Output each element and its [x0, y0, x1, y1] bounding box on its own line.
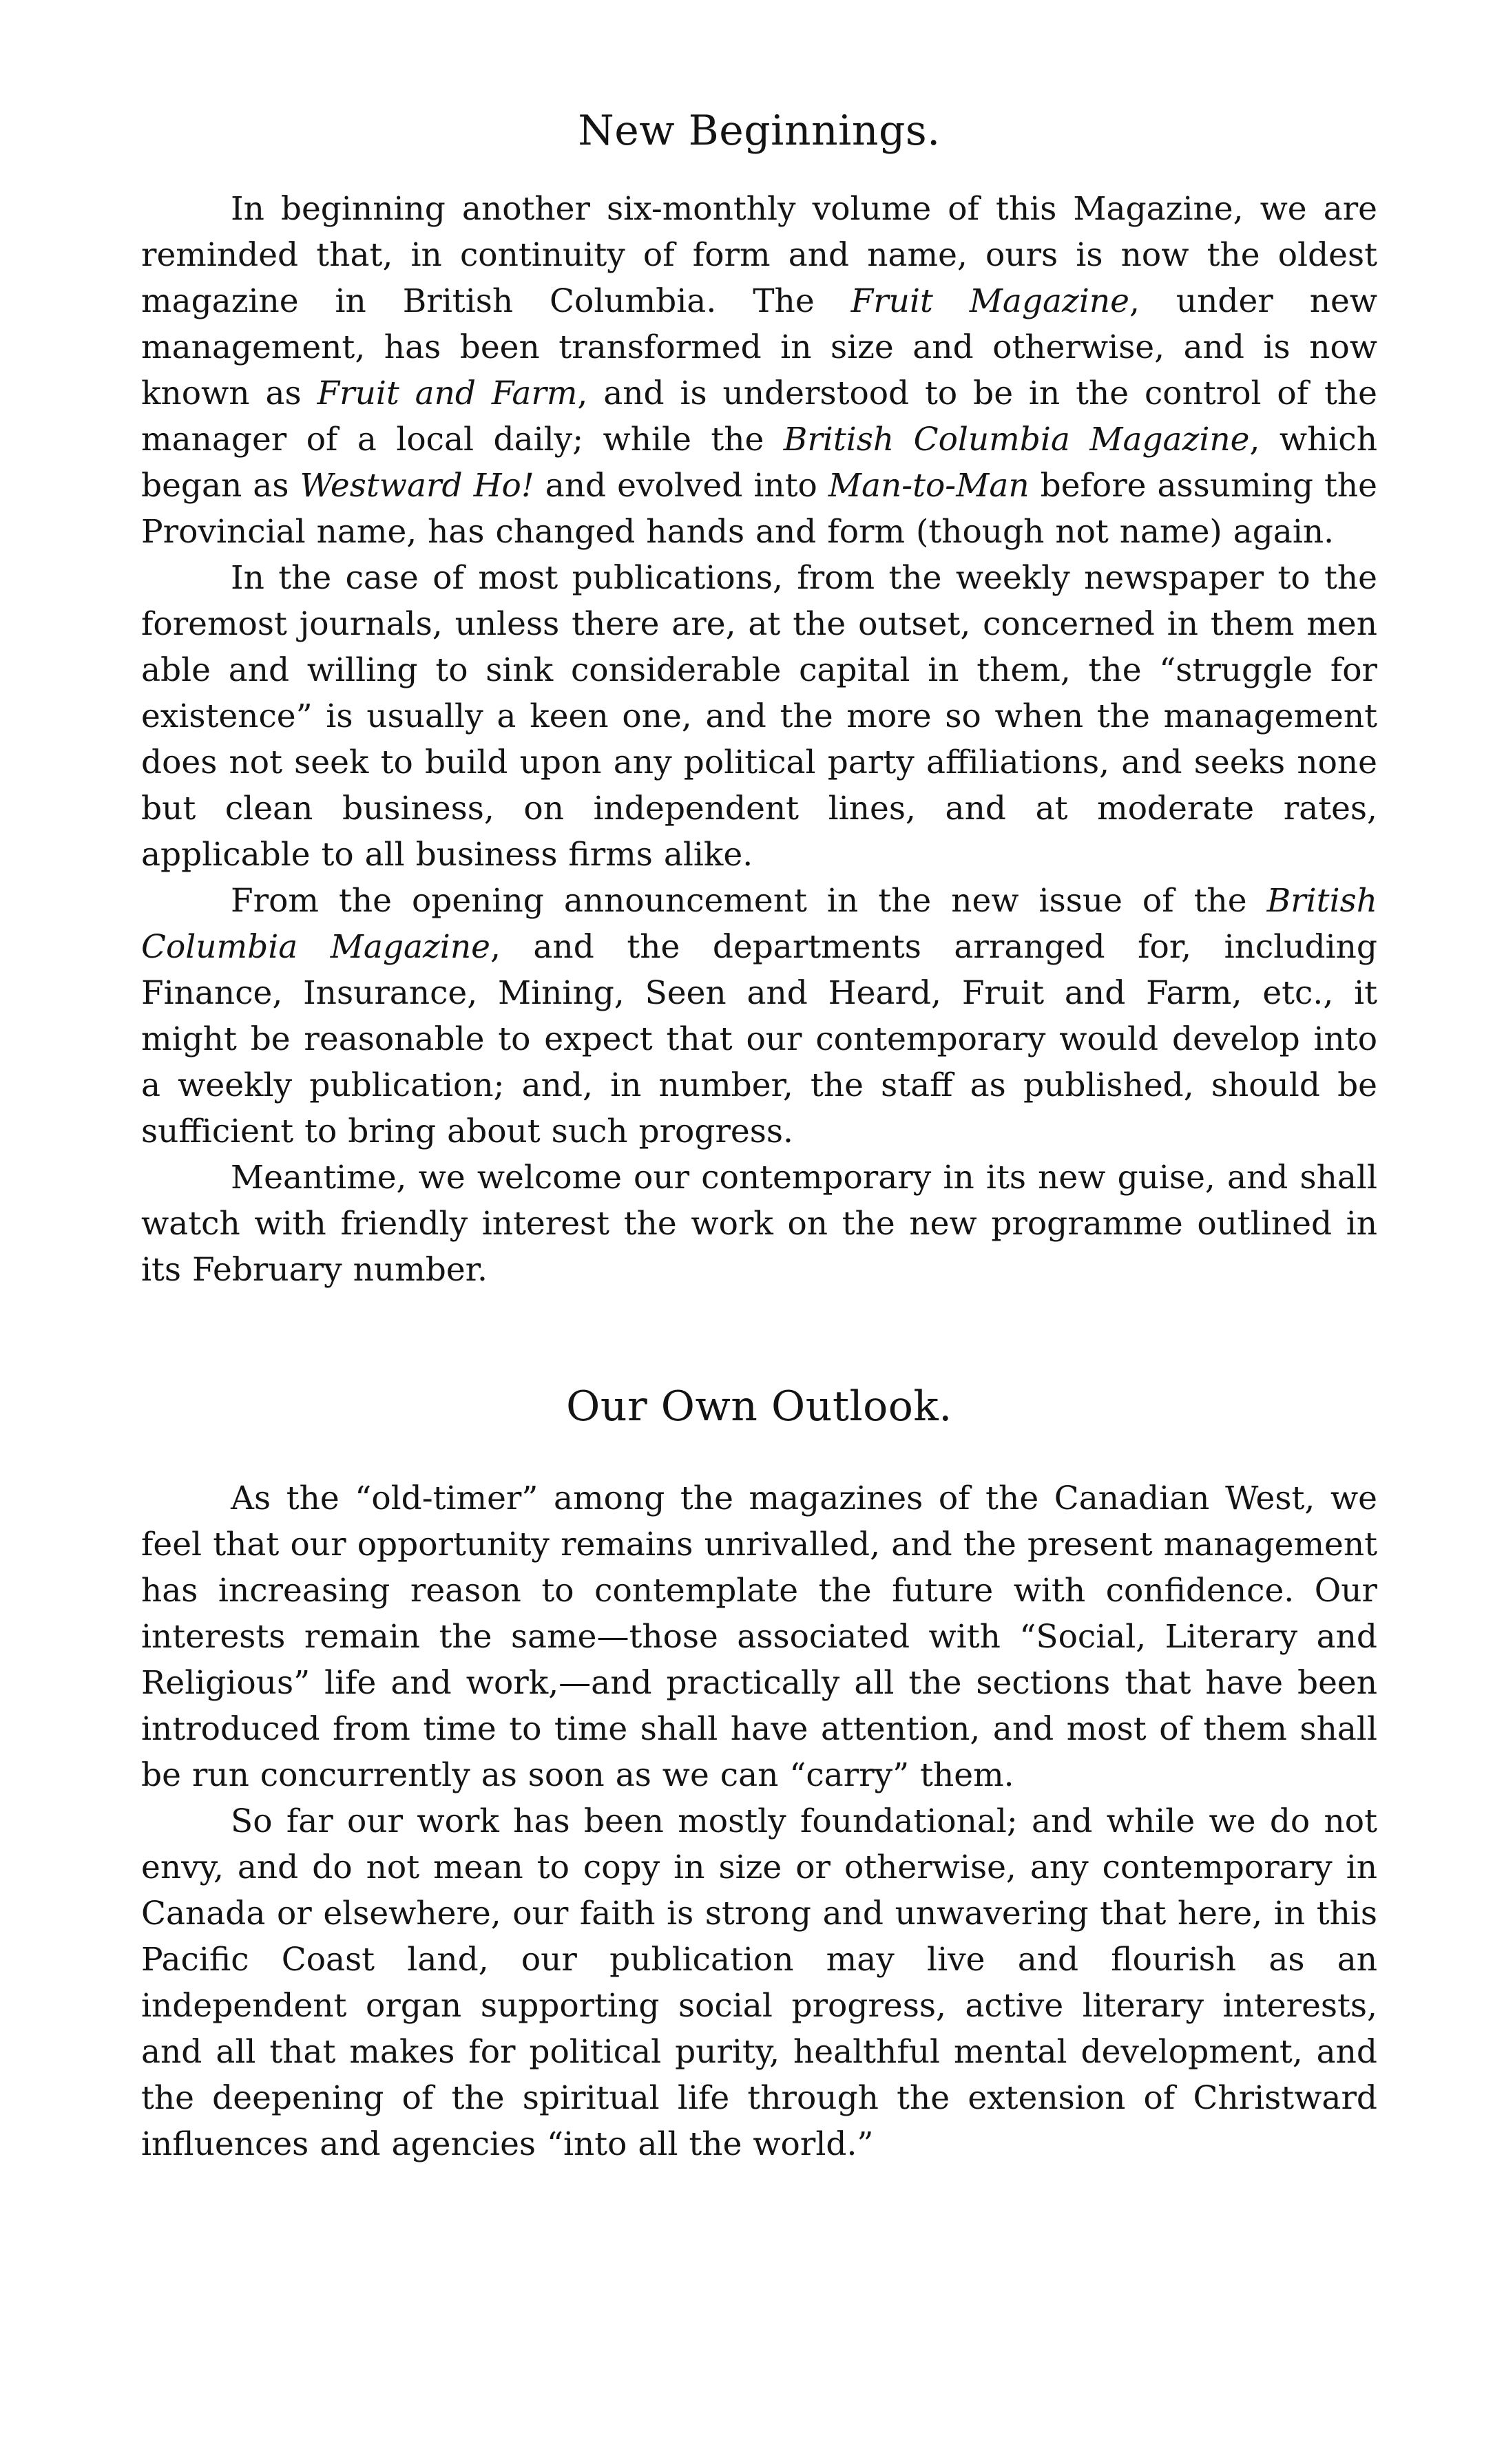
- publication-title: British Columbia Magazine: [141, 882, 1377, 966]
- paragraph: Meantime, we welcome our contemporary in its new guise, and shall watch with friendly interest the work on the new programme outlined in its February number.: [141, 1159, 1377, 1289]
- publication-title: Fruit Magazine: [850, 282, 1129, 320]
- section-new-beginnings: [141, 103, 1377, 1293]
- paragraph: So far our work has been mostly foundational; and while we do not envy, and do not mean to copy in size or otherwise, any contemporary in Canada or elsewhere, our faith is strong and unwavering that here, in this Pacific Coast land, our publication may live and flourish as an independent organ supporting social progress, active literary interests, and all that makes for political purity, healthful mental development, and the deepening of the spiritual life through the extension of Christward influences and agencies “into all the world.”: [141, 1802, 1377, 2163]
- paragraph: In beginning another six-monthly volume of this Magazine, we are reminded that, in continuity of form and name, ours is now the oldest magazine in British Columbia. The Fruit Magazine, under new management, has been transformed in size and otherwise, and is now known as Fruit and Farm, and is understood to be in the control of the manager of a local daily; while the British Columbia Magazine, which began as Westward Ho! and evolved into Man-to-Man before assuming the Provincial name, has changed hands and form (though not name) again.: [141, 190, 1378, 551]
- publication-title: Fruit and Farm: [317, 375, 578, 412]
- paragraph: As the “old-timer” among the magazines of the Canadian West, we feel that our opportunity remains unrivalled, and the present management has increasing reason to contemplate the future with confidence. Our interests remain the same—those associated with “Social, Literary and Religious” life and work,—and practically all the sections that have been introduced from time to time shall have attention, and most of them shall be run concurrently as soon as we can “carry” them.: [141, 1480, 1377, 1794]
- section-heading: Our Own Outlook.: [566, 1382, 952, 1431]
- section-our-own-outlook: [141, 1379, 1377, 2167]
- publication-title: British Columbia Magazine: [783, 421, 1250, 459]
- section-body: [141, 186, 1377, 1293]
- publication-title: Man-to-Man: [828, 467, 1030, 505]
- paragraph: In the case of most publications, from the weekly newspaper to the foremost journals, unless there are, at the outset, concerned in them men able and willing to sink considerable capital in them, the “struggle for existence” is usually a keen one, and the more so when the management does not seek to build upon any political party affiliations, and seeks none but clean business, on independent lines, and at moderate rates, applicable to all business firms alike.: [141, 559, 1377, 874]
- paragraph: From the opening announcement in the new issue of the British Columbia Magazine, and the departments arranged for, including Finance, Insurance, Mining, Seen and Heard, Fruit and Farm, etc., it might be reasonable to expect that our contemporary would develop into a weekly publication; and, in number, the staff as published, should be sufficient to bring about such progress.: [141, 882, 1377, 1150]
- section-heading: New Beginnings.: [578, 107, 941, 155]
- publication-title: Westward Ho!: [300, 467, 534, 505]
- section-body: [141, 1475, 1377, 2167]
